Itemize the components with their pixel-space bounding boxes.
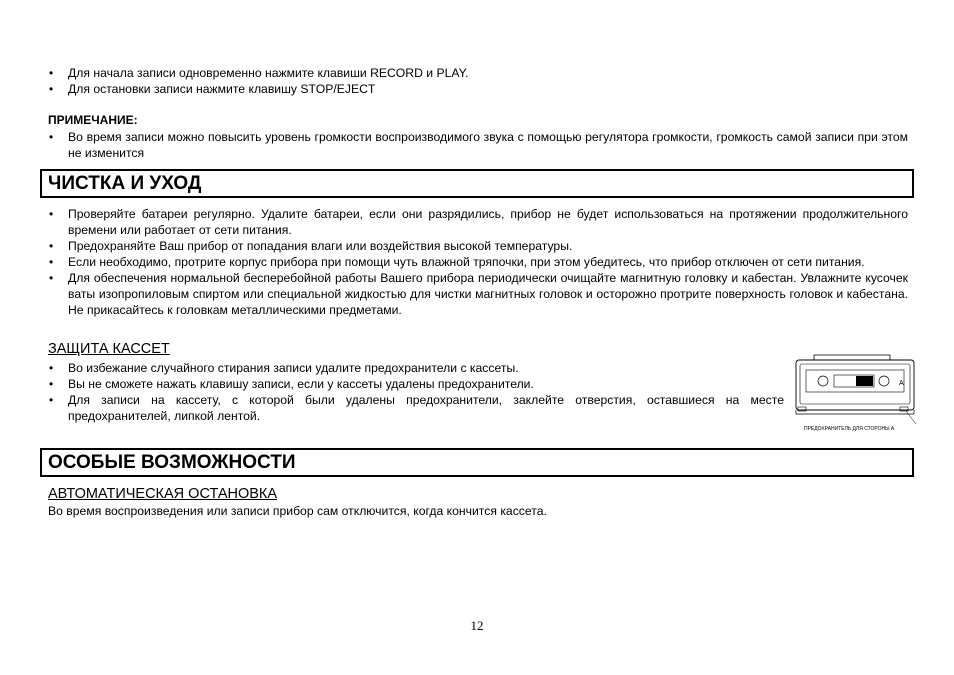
cassette-caption: ПРЕДОХРАНИТЕЛЬ ДЛЯ СТОРОНЫ А <box>804 426 895 432</box>
cassette-side-letter: A <box>899 380 904 387</box>
list-item: • Во избежание случайного стирания записи удалите предохранители с кассеты. <box>46 360 784 376</box>
list-item: • Предохраняйте Ваш прибор от попадания влаги или воздействия высокой температуры. <box>46 238 908 254</box>
section-heading-cleaning: ЧИСТКА И УХОД <box>40 169 914 198</box>
list-item: • Для остановки записи нажмите клавишу STOP/EJECT <box>46 81 908 97</box>
list-item: • Для обеспечения нормальной бесперебойной работы Вашего прибора периодически очищайте магнитную головку и кабестан. Увлажните кусочек ваты изопропиловым спиртом или специальной жидкостью для чистки магнитных головок и осторожно протрите поверхность головок и кабестана. Не прикасайтесь к головкам металлическими предметами. <box>46 270 908 318</box>
list-item: • Для начала записи одновременно нажмите клавиши RECORD и PLAY. <box>46 65 908 81</box>
list-item: • Если необходимо, протрите корпус прибора при помощи чуть влажной тряпочки, при этом убедитесь, что прибор отключен от сети питания. <box>46 254 908 270</box>
list-item: • Для записи на кассету, с которой были удалены предохранители, заклейте отверстия, оставшиеся на месте предохранителей, липкой лентой. <box>46 392 784 424</box>
cleaning-bullet-list <box>46 206 908 318</box>
list-item: • Проверяйте батареи регулярно. Удалите батареи, если они разрядились, прибор не будет использоваться на протяжении продолжительного времени или работает от сети питания. <box>46 206 908 238</box>
section-heading-features: ОСОБЫЕ ВОЗМОЖНОСТИ <box>40 448 914 477</box>
note-label: ПРИМЕЧАНИЕ: <box>48 113 138 127</box>
page-number: 12 <box>470 618 484 633</box>
subheading-auto-stop: АВТОМАТИЧЕСКАЯ ОСТАНОВКА <box>48 486 278 502</box>
subheading-cassette-protection: ЗАЩИТА КАССЕТ <box>48 341 170 357</box>
note-bullet-list <box>46 129 908 161</box>
intro-bullet-list <box>46 65 908 97</box>
auto-stop-text: Во время воспроизведения или записи прибор сам отключится, когда кончится кассета. <box>48 504 547 518</box>
list-item: • Вы не сможете нажать клавишу записи, если у кассеты удалены предохранители. <box>46 376 784 392</box>
list-item: • Во время записи можно повысить уровень громкости воспроизводимого звука с помощью регулятора громкости, громкость самой записи при этом не изменится <box>46 129 908 161</box>
cassette-illustration <box>786 352 918 436</box>
cassette-bullet-list <box>46 360 784 424</box>
